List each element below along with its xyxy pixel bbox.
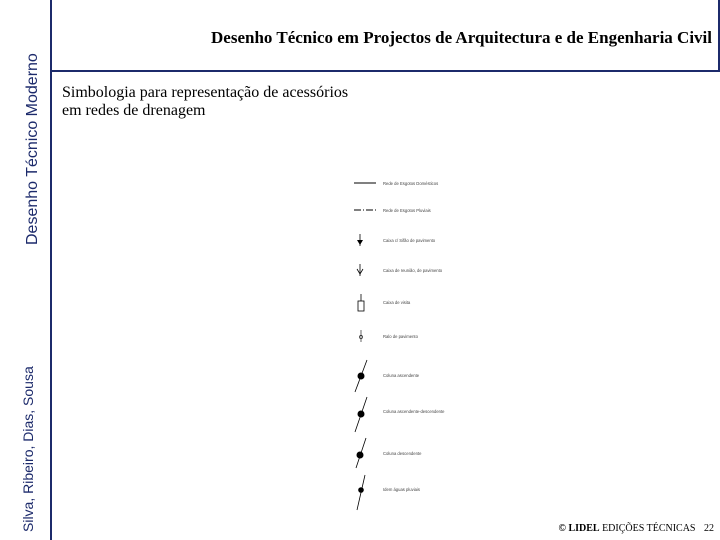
legend-label: Coluna descendente xyxy=(383,451,422,456)
legend-row xyxy=(354,208,431,213)
legend-row xyxy=(357,264,443,276)
legend-label: Caixa de reunião, de pavimento xyxy=(383,268,443,273)
legend-row xyxy=(357,475,420,510)
subtitle-line-1: Simbologia para representação de acessórios xyxy=(62,84,349,101)
authors: Silva, Ribeiro, Dias, Sousa xyxy=(20,366,36,532)
floor-junction-box-icon xyxy=(357,264,363,276)
legend-row xyxy=(355,360,420,392)
header-title: Desenho Técnico em Projectos de Arquitectura e de Engenharia Civil xyxy=(211,28,712,47)
rising-column-icon xyxy=(355,360,367,392)
legend-label: Coluna ascendente xyxy=(383,373,420,378)
page-number: 22 xyxy=(704,523,714,534)
rainwater-column-icon xyxy=(357,475,365,510)
legend-label: Caixa de visita xyxy=(383,300,411,305)
sidebar xyxy=(0,0,50,540)
legend-label: Rede de Esgotos Domésticos xyxy=(383,181,439,186)
publisher: EDIÇÕES TÉCNICAS xyxy=(602,523,696,534)
legend-row xyxy=(358,294,411,311)
inspection-chamber-icon xyxy=(358,294,364,311)
legend-label: Caixa c/ Sifão de pavimento xyxy=(383,238,436,243)
sidebar-divider xyxy=(50,0,52,540)
slide-subtitle xyxy=(62,84,422,120)
legend-row xyxy=(356,438,422,468)
legend-row xyxy=(357,234,436,246)
legend-label: Coluna ascendente-descendente xyxy=(383,409,445,414)
legend-label: Idem águas pluviais xyxy=(383,487,421,492)
rising-falling-column-icon xyxy=(355,397,367,432)
floor-trap-icon xyxy=(357,234,363,246)
legend-row xyxy=(359,330,418,342)
header xyxy=(52,0,720,72)
book-title: Desenho Técnico Moderno xyxy=(24,53,41,245)
legend-row xyxy=(354,181,438,186)
legend-label: Rede de Esgotos Pluviais xyxy=(383,208,431,213)
copyright: © LIDEL xyxy=(558,523,600,534)
subtitle-line-2: em redes de drenagem xyxy=(62,102,206,119)
legend-row xyxy=(355,397,445,432)
footer xyxy=(558,523,714,534)
falling-column-icon xyxy=(356,438,366,468)
legend-label: Ralo de pavimento xyxy=(383,334,418,339)
floor-drain-icon xyxy=(359,330,362,342)
sidebar-top xyxy=(4,0,44,245)
symbol-legend xyxy=(340,170,460,515)
